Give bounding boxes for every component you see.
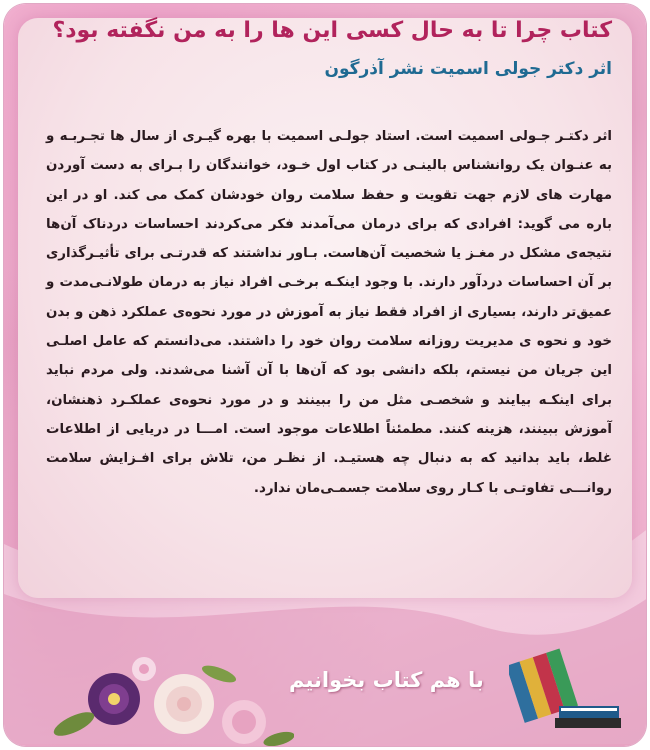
page-title: کتاب چرا تا به حال کسی این ها را به من نگفته بود؟: [52, 18, 612, 43]
page-subtitle: اثر دکتر جولی اسمیت نشر آذرگون: [324, 59, 612, 79]
flower-3: [222, 700, 266, 744]
footer-label: با هم کتاب بخوانیم: [289, 668, 484, 692]
flower-2: [154, 674, 214, 734]
flower-4: [132, 657, 156, 681]
books-icon: [509, 634, 629, 734]
flower-1: [88, 673, 140, 725]
background-frame: [4, 4, 646, 746]
flowers-decoration-icon: [44, 644, 294, 746]
book-description: اثر دکتـر جـولی اسمیت است. استاد جولـی اسمیت با بهره گیـری از سال ها تجـربـه و به عنـوان یک روانشناس بالینـی در کتاب اول خـود، خوانندگان را بـرای به دست آوردن مهارت های لازم جهت تقویت و حفظ سلامت روان خودشان کمک می کند. او در این باره می گوید: افرادی که برای درمان می‌آمدند فکر می‌کردند احساسات دردناک آن‌ها نتیجه‌ی مشکل در مغـز یا شخصیت آن‌هاست. بـاور نداشتند که قدرتـی برای تأثیـرگذاری بر آن احساسات درد‌آور دارند. با وجود اینکـه برخـی افراد نیاز به درمان طولانـی‌مدت و عمیق‌تر دارند، بسیاری از افراد فقط نیاز به آموزش در مورد نحوه‌ی عملکرد ذهن و بدن خود و نحوه ی مدیریت روزانه سلامت روان خود را داشتند. می‌دانستم که عامل اصلـی این جریان من نیستم، بلکه دانشی بود که آن‌ها با آن آشنا می‌شدند. ولی مردم نباید برای اینکـه بیایند و شخصـی مثل من را ببینند و در مورد نحوه‌ی عملکـرد ذهنشان، آموزش ببینند، هزینه کنند. مطمئناً اطلاعات موجود است. امـــا در دریایی از اطلاعات غلط، باید بدانید که به دنبال چه هستیـد. از نظـر من، تلاش برای افـزایش سلامت روانـــی تفاوتـی با کـار روی سلامت جسمـی‌مان ندارد.: [46, 129, 612, 496]
